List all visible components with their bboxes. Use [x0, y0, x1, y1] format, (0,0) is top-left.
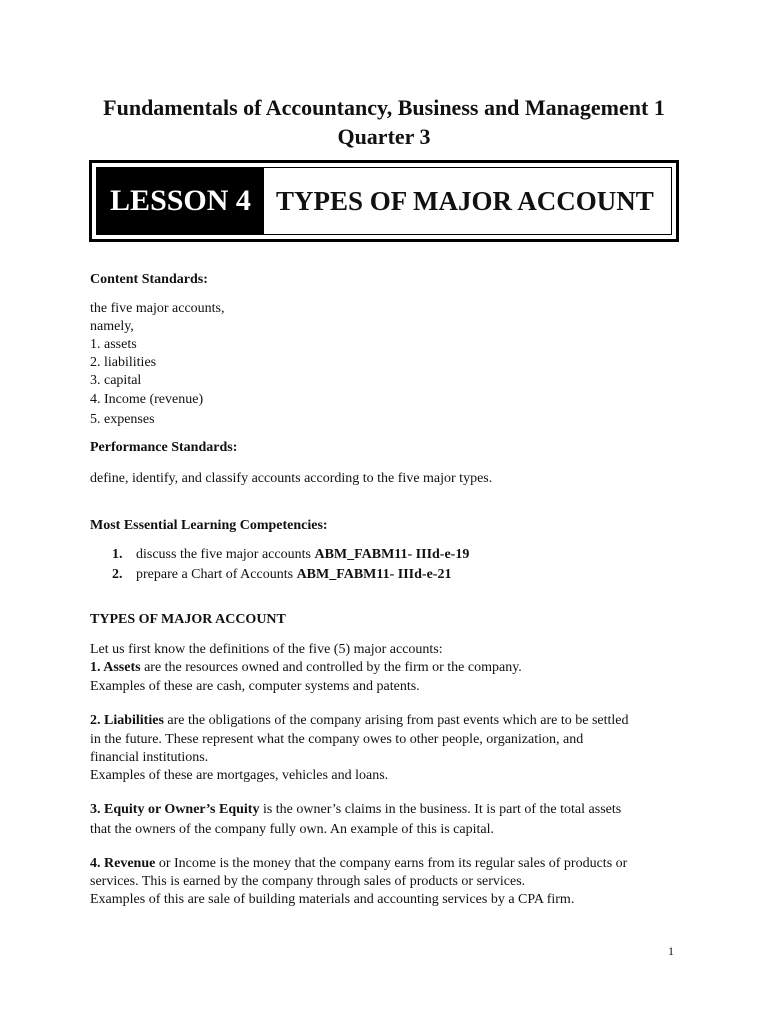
liabilities-definition: [90, 712, 629, 730]
page-number: 1: [668, 944, 674, 958]
performance-standards-text: define, identify, and classify accounts according to the five major types.: [90, 471, 493, 486]
competency-code: ABM_FABM11- IIId-e-19: [314, 547, 470, 562]
assets-def: are the resources owned and controlled by the firm or the company.: [140, 660, 522, 675]
types-intro: Let us first know the definitions of the five (5) major accounts:: [90, 642, 443, 657]
assets-examples: Examples of these are cash, computer systems and patents.: [90, 679, 420, 694]
lesson-banner-inner: [96, 167, 672, 235]
content-standards-line: namely,: [90, 319, 134, 334]
liabilities-examples: Examples of these are mortgages, vehicles and loans.: [90, 768, 389, 783]
competency-code: ABM_FABM11- IIId-e-21: [296, 567, 452, 582]
content-standards-line: 5. expenses: [90, 412, 155, 427]
competency-item: [112, 546, 469, 564]
liabilities-def: are the obligations of the company arising from past events which are to be settled: [163, 713, 629, 728]
content-standards-line: 3. capital: [90, 373, 142, 388]
content-standards-line: 1. assets: [90, 337, 137, 352]
lesson-label: LESSON 4: [97, 168, 264, 234]
competency-item: [112, 566, 451, 584]
document-subtitle: Quarter 3: [337, 124, 431, 149]
assets-term: 1. Assets: [90, 660, 141, 675]
liabilities-term: 2. Liabilities: [90, 713, 164, 728]
competencies-heading: Most Essential Learning Competencies:: [90, 518, 328, 533]
assets-definition: [90, 659, 522, 677]
equity-def: is the owner’s claims in the business. It is part of the total assets: [259, 802, 622, 817]
revenue-def-line: services. This is earned by the company through sales of products or services.: [90, 874, 526, 889]
document-title: Fundamentals of Accountancy, Business and Management 1: [103, 95, 665, 120]
equity-def-line: that the owners of the company fully own. An example of this is capital.: [90, 822, 494, 837]
revenue-term: 4. Revenue: [90, 856, 156, 871]
liabilities-def-line: in the future. These represent what the company owes to other people, organization, and: [90, 732, 584, 747]
equity-definition: [90, 801, 621, 819]
performance-standards-heading: Performance Standards:: [90, 440, 238, 455]
revenue-definition: [90, 855, 627, 873]
competency-text: discuss the five major accounts: [136, 547, 315, 562]
content-standards-heading: Content Standards:: [90, 272, 208, 287]
content-standards-line: the five major accounts,: [90, 301, 225, 316]
revenue-examples: Examples of this are sale of building materials and accounting services by a CPA firm.: [90, 892, 575, 907]
content-standards-line: 2. liabilities: [90, 355, 157, 370]
liabilities-def-line: financial institutions.: [90, 750, 209, 765]
lesson-topic: TYPES OF MAJOR ACCOUNT: [276, 185, 654, 216]
competency-number: 2.: [112, 567, 123, 582]
revenue-def: or Income is the money that the company earns from its regular sales of products or: [155, 856, 628, 871]
competency-number: 1.: [112, 547, 123, 562]
types-section-heading: TYPES OF MAJOR ACCOUNT: [90, 612, 286, 627]
content-standards-line: 4. Income (revenue): [90, 392, 204, 407]
lesson-banner: [89, 160, 679, 242]
equity-term: 3. Equity or Owner’s Equity: [90, 802, 260, 817]
competency-text: prepare a Chart of Accounts: [136, 567, 297, 582]
